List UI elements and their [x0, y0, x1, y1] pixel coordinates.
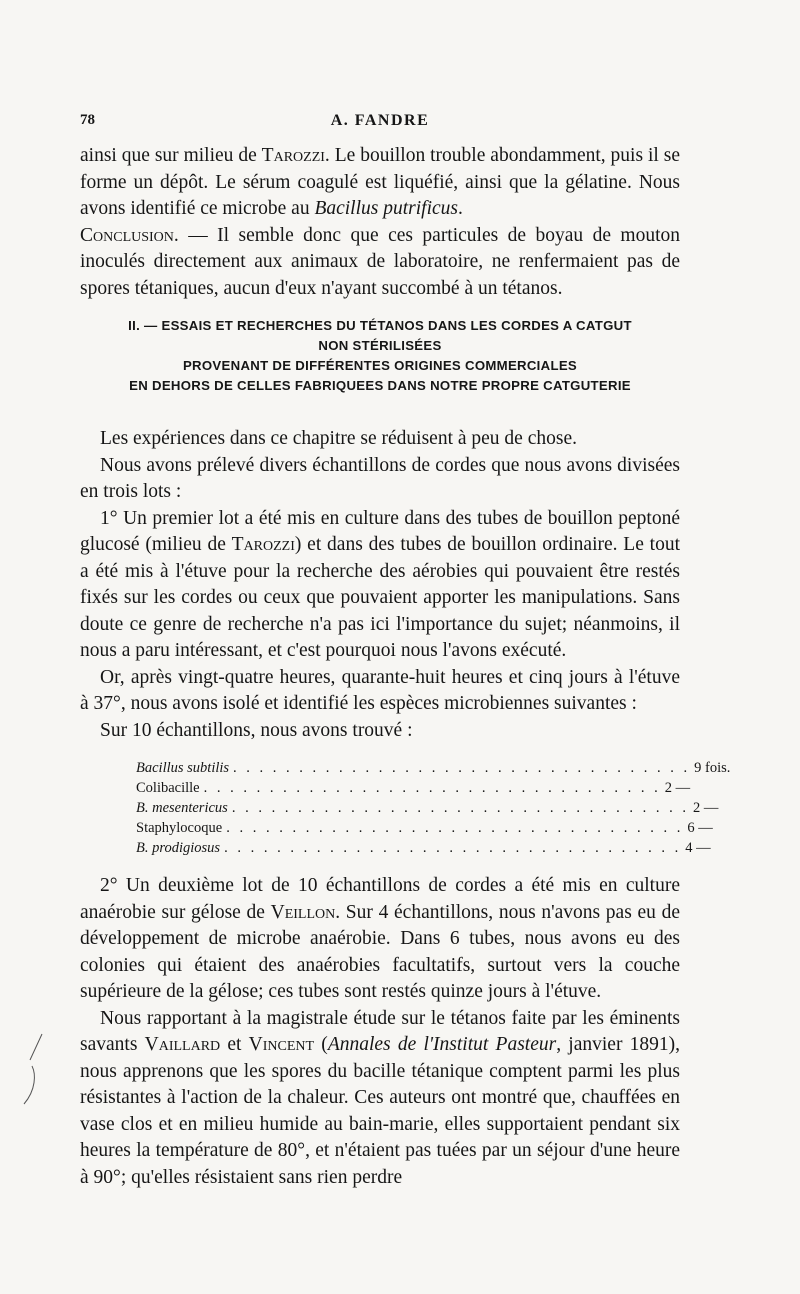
microbe-name: B. mesentericus — [136, 800, 228, 816]
leader-dots: . . . . . . . . . . . . . . . . . . . . . . . . . . . . . . . . . . . — [226, 820, 684, 836]
leader-dots: . . . . . . . . . . . . . . . . . . . . . . . . . . . . . . . . . . . — [233, 760, 691, 776]
microbe-count: 2 — — [664, 780, 691, 796]
microbe-list — [136, 760, 731, 860]
microbe-count: 2 — — [692, 800, 719, 816]
author-vincent: Vincent — [248, 1034, 315, 1055]
paragraph: Nous rapportant à la magistrale étude sur le tétanos faite par les éminents savants Vaillard et Vincent (Annales de l'Institut Pasteur, janvier 1891), nous apprenons que les spores du bacille tétanique comptent parmi les plus résistantes à l'action de la chaleur. Ces auteurs ont montré que, chauffées en vase clos et en milieu humide au bain-marie, elles supportaient pendant six heures la température de 80°, et n'étaient pas tuées par un séjour d'une heure à 90°; qu'elles résistaient sans rien perdre — [80, 1007, 681, 1188]
margin-pencil-mark — [22, 1030, 46, 1110]
author-tarozzi: Tarozzi — [231, 534, 295, 555]
body-section-2 — [80, 873, 680, 1191]
list-item — [136, 840, 711, 860]
section-heading — [76, 316, 684, 396]
list-item — [136, 780, 691, 800]
list-item — [136, 820, 713, 840]
microbe-count: 6 — — [687, 820, 713, 836]
paragraph: 2° Un deuxième lot de 10 échantillons de cordes a été mis en culture anaérobie sur gélose de Veillon. Sur 4 échantillons, nous n'avons pas eu de développement de microbe anaérobie. Dans 6 tubes, nous avons eu des colonies qui étaient des anaérobies facultatifs, surtout vers la couche supérieure de la gélose; ces tubes sont restés quinze jours à l'étuve. — [80, 875, 680, 1002]
list-item — [136, 800, 719, 820]
conclusion-label: Conclusion — [80, 224, 174, 246]
leader-dots: . . . . . . . . . . . . . . . . . . . . . . . . . . . . . . . . . . . — [231, 800, 689, 816]
species-name: Bacillus putrificus — [314, 198, 458, 219]
leader-dots: . . . . . . . . . . . . . . . . . . . . . . . . . . . . . . . . . . . — [203, 780, 661, 796]
body-section-1 — [80, 426, 680, 744]
paragraph: 1° Un premier lot a été mis en culture dans des tubes de bouillon peptoné glucosé (milieu de Tarozzi) et dans des tubes de bouillon ordinaire. Le tout a été mis à l'étuve pour la recherche des aérobies qui pouvaient être restés fixés sur les cordes ou ceux que pouvaient apporter les manipulations. Sans doute ce genre de recherche n'a pas ici l'importance du sujet; néanmoins, il nous a paru intéressant, et c'est pourquoi nous l'avons exécuté. — [80, 507, 680, 661]
heading-line-2: NON STÉRILISÉES — [318, 338, 442, 353]
author-veillon: Veillon — [270, 901, 336, 923]
page-header — [80, 112, 680, 134]
opening-text-cont: . Le bouillon trouble abondamment, puis il se forme un dépôt. Le sérum coagulé est liquéfié, ainsi que la gélatine. Nous avons identifié ce microbe au — [80, 145, 680, 219]
paragraph: Or, après vingt-quatre heures, quarante-huit heures et cinq jours à l'étuve à 37°, nous avons isolé et identifié les espèces microbiennes suivantes : — [80, 666, 680, 714]
heading-line-3: PROVENANT DE DIFFÉRENTES ORIGINES COMMERCIALES — [182, 358, 578, 373]
paragraph: Les expériences dans ce chapitre se réduisent à peu de chose. — [100, 428, 577, 449]
heading-line-1: II. — ESSAIS ET RECHERCHES DU TÉTANOS DANS LES CORDES A CATGUT — [128, 318, 632, 333]
author-vaillard: Vaillard — [144, 1034, 221, 1055]
microbe-name: Staphylocoque — [136, 820, 223, 836]
microbe-name: B. prodigiosus — [136, 840, 221, 856]
leader-dots: . . . . . . . . . . . . . . . . . . . . . . . . . . . . . . . . . . . — [224, 840, 682, 856]
heading-line-4: EN DEHORS DE CELLES FABRIQUEES DANS NOTRE PROPRE CATGUTERIE — [129, 378, 631, 393]
microbe-name: Bacillus subtilis — [136, 760, 230, 776]
microbe-count: 9 fois. — [694, 760, 731, 776]
opening-text: ainsi que sur milieu de — [80, 145, 262, 166]
microbe-count: 4 — — [685, 840, 711, 856]
list-item — [136, 760, 731, 780]
paragraph: Nous avons prélevé divers échantillons de cordes que nous avons divisées en trois lots : — [80, 454, 680, 502]
opening-paragraph: ainsi que sur milieu de Tarozzi. Le bouillon trouble abondamment, puis il se forme un dépôt. Le sérum coagulé est liquéfié, ainsi que la gélatine. Nous avons identifié ce microbe au Bacillus putrificus. Conclusion. — Il semble donc que ces particules de boyau de mouton inoculés directement aux animaux de laboratoire, ne renfermaient pas de spores tétaniques, aucun d'eux n'ayant succombé à un tétanos. — [80, 145, 680, 299]
journal-title: Annales de l'Institut Pasteur — [327, 1034, 557, 1055]
conclusion-text: . — Il semble donc que ces particules de boyau de mouton inoculés directement aux animaux de laboratoire, ne renfermaient pas de spores tétaniques, aucun d'eux n'ayant succombé à un tétanos. — [80, 224, 680, 299]
paragraph: Sur 10 échantillons, nous avons trouvé : — [100, 719, 413, 741]
page-number: 78 — [80, 112, 95, 128]
book-page — [80, 0, 731, 1294]
microbe-name: Colibacille — [136, 780, 200, 796]
author-tarozzi: Tarozzi — [261, 145, 325, 166]
running-head: A. FANDRE — [330, 112, 430, 129]
